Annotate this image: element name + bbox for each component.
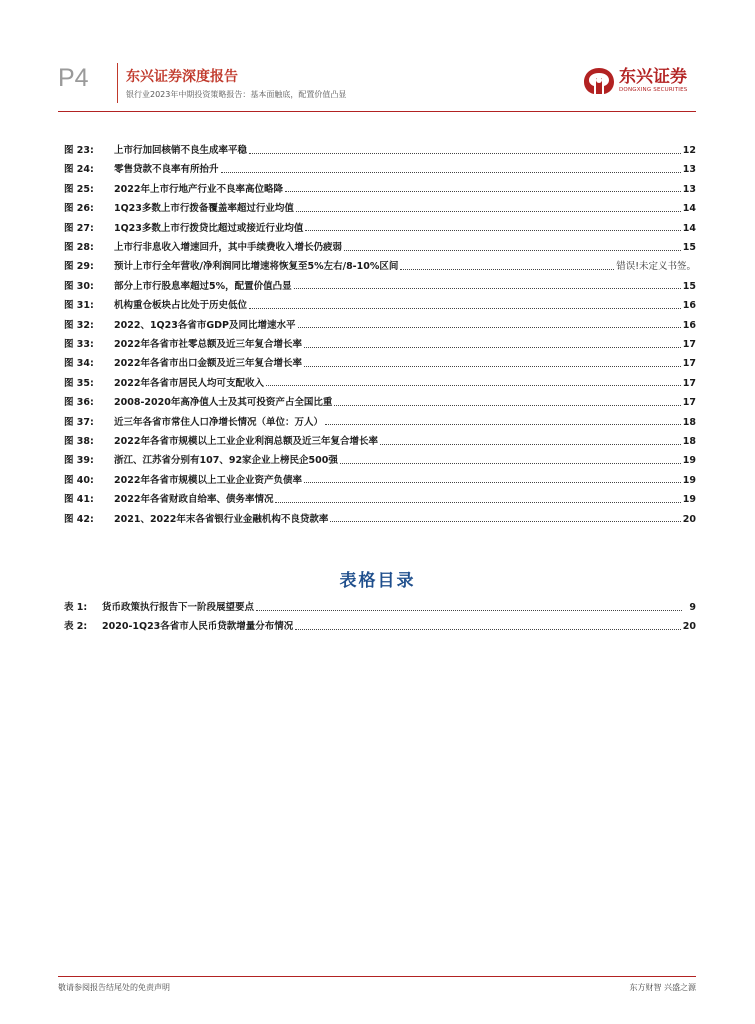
entry-page: 17 — [682, 377, 696, 389]
toc-entry[interactable] — [64, 599, 696, 615]
leader-dots — [380, 436, 681, 445]
report-subtitle: 银行业2023年中期投资策略报告：基本面触底，配置价值凸显 — [126, 90, 347, 99]
entry-page: 14 — [682, 222, 696, 234]
entry-title: 2021、2022年末各省银行业金融机构不良贷款率 — [114, 513, 329, 525]
entry-title: 浙江、江苏省分别有107、92家企业上榜民企500强 — [114, 455, 338, 467]
entry-number: 图 25: — [64, 183, 94, 195]
leader-dots — [295, 621, 680, 630]
toc-entry[interactable] — [64, 491, 696, 507]
entry-number: 图 36: — [64, 397, 94, 409]
leader-dots — [340, 455, 681, 464]
disclaimer-note: 敬请参阅报告结尾处的免责声明 — [58, 983, 170, 992]
entry-page: 16 — [682, 300, 696, 312]
entry-title: 预计上市行全年营收/净利润同比增速将恢复至5%左右/8-10%区间 — [114, 261, 399, 273]
logo-text-en: DONGXING SECURITIES — [619, 87, 688, 93]
toc-entry[interactable] — [64, 472, 696, 488]
entry-page-error: 错误!未定义书签。 — [616, 261, 696, 273]
leader-dots — [256, 602, 682, 611]
entry-title: 2022年各省市社零总额及近三年复合增长率 — [114, 339, 302, 350]
toc-entry[interactable] — [64, 336, 696, 352]
entry-number: 图 29: — [64, 261, 94, 273]
leader-dots — [298, 319, 681, 328]
toc-entry[interactable] — [64, 317, 696, 333]
entry-title: 2020-1Q23各省市人民币贷款增量分布情况 — [102, 621, 294, 633]
entry-title: 上市行加回核销不良生成率平稳 — [114, 145, 248, 156]
entry-number: 表 1: — [64, 602, 88, 613]
leader-dots — [249, 300, 681, 309]
leader-dots — [304, 474, 681, 483]
toc-entry[interactable] — [64, 394, 696, 410]
entry-page: 17 — [682, 358, 696, 370]
entry-page: 16 — [682, 319, 696, 331]
entry-page: 18 — [682, 416, 696, 428]
entry-title: 2022、1Q23各省市GDP及同比增速水平 — [114, 319, 296, 331]
logo-text-cn: 东兴证券 — [619, 67, 687, 87]
entry-page: 13 — [682, 164, 696, 176]
entry-page: 13 — [682, 183, 696, 195]
entry-page: 17 — [682, 339, 696, 350]
page-number: P4 — [58, 64, 89, 92]
table-list-heading: 表格目录 — [339, 571, 416, 591]
leader-dots — [266, 377, 681, 386]
toc-entry[interactable] — [64, 511, 696, 527]
toc-entry[interactable] — [64, 220, 696, 236]
leader-dots — [296, 203, 681, 212]
leader-dots — [325, 416, 681, 425]
entry-title: 部分上市行股息率超过5%，配置价值凸显 — [114, 280, 292, 292]
entry-number: 图 33: — [64, 339, 94, 350]
leader-dots — [304, 358, 681, 367]
entry-number: 图 23: — [64, 145, 94, 156]
leader-dots — [344, 242, 681, 251]
entry-title: 2022年各省财政自给率、债务率情况 — [114, 494, 274, 506]
footer-slogan: 东方财智 兴盛之源 — [629, 983, 696, 992]
leader-dots — [334, 397, 680, 406]
entry-title: 2022年各省市规模以上工业企业利润总额及近三年复合增长率 — [114, 436, 378, 447]
entry-page: 9 — [689, 602, 696, 613]
entry-title: 2022年各省市出口金额及近三年复合增长率 — [114, 358, 302, 370]
leader-dots — [330, 513, 680, 522]
entry-number: 图 42: — [64, 513, 94, 525]
entry-page: 19 — [682, 494, 696, 506]
toc-entry[interactable] — [64, 181, 696, 197]
entry-title: 1Q23多数上市行拨备覆盖率超过行业均值 — [114, 203, 294, 215]
entry-number: 图 31: — [64, 300, 94, 312]
entry-page: 15 — [682, 280, 696, 292]
entry-number: 图 37: — [64, 416, 94, 428]
entry-page: 19 — [682, 455, 696, 467]
entry-title: 机构重仓板块占比处于历史低位 — [114, 300, 248, 312]
entry-number: 图 26: — [64, 203, 94, 215]
entry-title: 货币政策执行报告下一阶段展望要点 — [102, 602, 255, 613]
entry-page: 12 — [682, 145, 696, 156]
entry-number: 图 28: — [64, 242, 94, 253]
entry-number: 图 40: — [64, 474, 94, 486]
toc-entry[interactable] — [64, 239, 696, 255]
entry-number: 图 24: — [64, 164, 94, 176]
leader-dots — [221, 164, 681, 173]
entry-title: 上市行非息收入增速回升，其中手续费收入增长仍疲弱 — [114, 242, 343, 253]
dongxing-logo-icon — [582, 66, 616, 96]
toc-entry[interactable] — [64, 414, 696, 430]
entry-title: 2022年上市行地产行业不良率高位略降 — [114, 183, 283, 195]
leader-dots — [304, 339, 681, 348]
toc-entry[interactable] — [64, 297, 696, 313]
toc-entry[interactable] — [64, 618, 696, 634]
entry-number: 图 39: — [64, 455, 94, 467]
entry-page: 20 — [682, 621, 696, 633]
toc-entry[interactable] — [64, 258, 696, 274]
footer-rule — [58, 976, 696, 977]
toc-entry[interactable] — [64, 452, 696, 468]
entry-title: 2008-2020年高净值人士及其可投资产占全国比重 — [114, 397, 333, 409]
toc-entry[interactable] — [64, 200, 696, 216]
header-rule — [58, 111, 696, 112]
entry-page: 18 — [682, 436, 696, 447]
header-divider — [117, 63, 118, 103]
leader-dots — [249, 145, 681, 154]
entry-number: 图 30: — [64, 280, 94, 292]
entry-title: 2022年各省市规模以上工业企业资产负债率 — [114, 474, 302, 486]
entry-number: 图 35: — [64, 377, 94, 389]
company-logo — [582, 66, 687, 96]
entry-number: 图 34: — [64, 358, 94, 370]
entry-title: 近三年各省市常住人口净增长情况（单位：万人） — [114, 416, 324, 428]
entry-number: 图 27: — [64, 222, 94, 234]
report-title: 东兴证券深度报告 — [126, 69, 238, 85]
toc-entry[interactable] — [64, 142, 696, 158]
entry-number: 图 38: — [64, 436, 94, 447]
leader-dots — [294, 280, 681, 289]
entry-number: 表 2: — [64, 621, 88, 633]
entry-page: 17 — [682, 397, 696, 409]
entry-title: 1Q23多数上市行拨贷比超过或接近行业均值 — [114, 222, 304, 234]
toc-entry[interactable] — [64, 161, 696, 177]
entry-title: 2022年各省市居民人均可支配收入 — [114, 377, 264, 389]
entry-title: 零售贷款不良率有所抬升 — [114, 164, 219, 176]
leader-dots — [400, 261, 614, 270]
leader-dots — [285, 183, 681, 192]
toc-entry[interactable] — [64, 375, 696, 391]
leader-dots — [275, 494, 680, 503]
entry-page: 19 — [682, 474, 696, 486]
entry-number: 图 41: — [64, 494, 94, 506]
entry-number: 图 32: — [64, 319, 94, 331]
toc-entry[interactable] — [64, 278, 696, 294]
entry-page: 15 — [682, 242, 696, 253]
entry-page: 14 — [682, 203, 696, 215]
toc-entry[interactable] — [64, 355, 696, 371]
leader-dots — [305, 222, 680, 231]
entry-page: 20 — [682, 513, 696, 525]
toc-entry[interactable] — [64, 433, 696, 449]
